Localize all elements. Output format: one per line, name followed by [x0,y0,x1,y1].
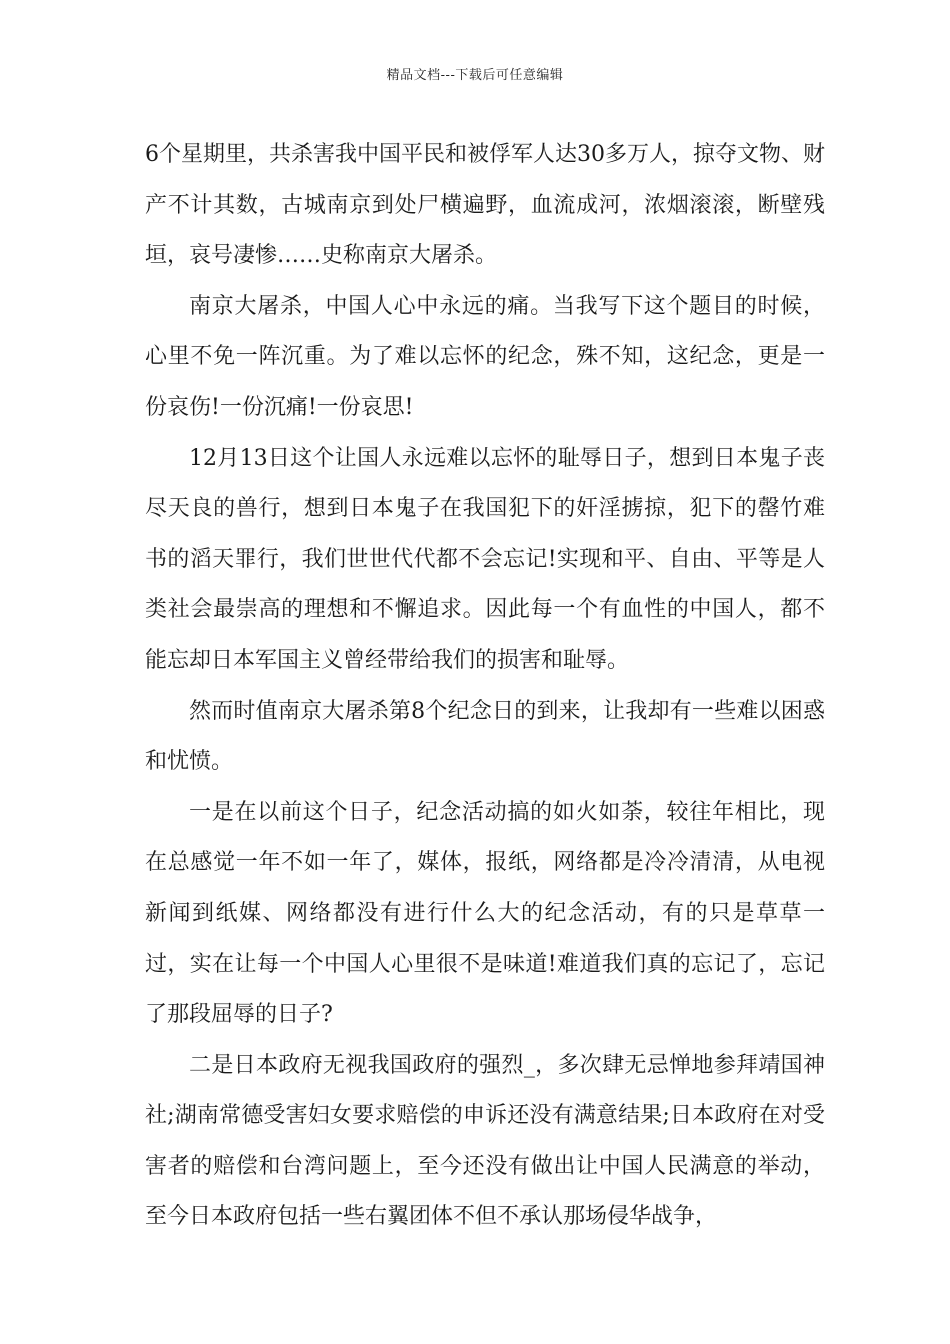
paragraph-6: 二是日本政府无视我国政府的强烈_，多次肆无忌惮地参拜靖国神社;湖南常德受害妇女要求赔偿的申诉还没有满意结果;日本政府在对受害者的赔偿和台湾问题上，至今还没有做出让中国人民满意的举动，至今日本政府包括一些右翼团体不但不承认那场侵华战争， [145,1052,825,1230]
paragraph-3: 12月13日这个让国人永远难以忘怀的耻辱日子，想到日本鬼子丧尽天良的兽行，想到日本鬼子在我国犯下的奸淫掳掠，犯下的罄竹难书的滔天罪行，我们世世代代都不会忘记!实现和平、自由、平等是人类社会最崇高的理想和不懈追求。因此每一个有血性的中国人，都不能忘却日本军国主义曾经带给我们的损害和耻辱。 [145,445,825,673]
paragraph-4: 然而时值南京大屠杀第8个纪念日的到来，让我却有一些难以困惑和忧愤。 [145,698,825,775]
paragraph-2: 南京大屠杀，中国人心中永远的痛。当我写下这个题目的时候，心里不免一阵沉重。为了难以忘怀的纪念，殊不知，这纪念，更是一份哀伤!一份沉痛!一份哀思! [145,293,825,420]
paragraph-5: 一是在以前这个日子，纪念活动搞的如火如荼，较往年相比，现在总感觉一年不如一年了，媒体，报纸，网络都是冷冷清清，从电视新闻到纸媒、网络都没有进行什么大的纪念活动，有的只是草草一过，实在让每一个中国人心里很不是味道!难道我们真的忘记了，忘记了那段屈辱的日子? [145,799,825,1028]
paragraph-1: 6个星期里，共杀害我中国平民和被俘军人达30多万人，掠夺文物、财产不计其数，古城南京到处尸横遍野，血流成河，浓烟滚滚，断壁残垣，哀号凄惨……史称南京大屠杀。 [145,142,825,269]
document-body [145,130,825,1243]
page-header: 精品文档---下载后可任意编辑 [386,68,564,83]
